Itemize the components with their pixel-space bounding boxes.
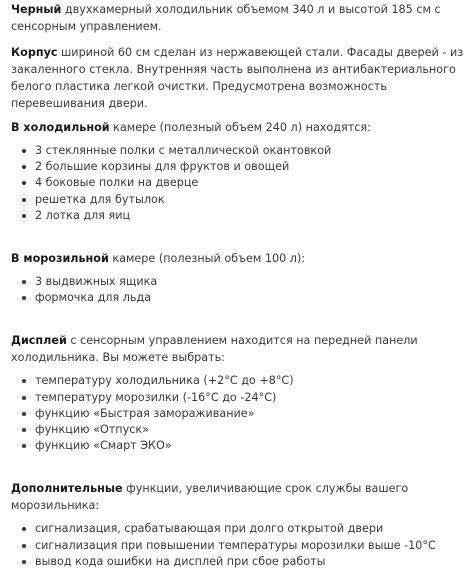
body-text: шириной 60 см сделан из нержавеющей стали. Фасады дверей - из закаленного стекла. Внутренняя часть выполнена из антибактериального белого пластика легкой очистки. Предусмотрена возможность перевешивания двери. [11,46,464,110]
fridge-heading [11,119,470,136]
list-item: 3 выдвижных ящика [21,274,470,290]
fridge-text: камере (полезный объем 240 л) находятся: [109,121,371,134]
list-item: 2 лотка для яиц [21,208,470,224]
fridge-list [11,143,470,224]
list-item: функцию «Отпуск» [21,422,470,438]
freezer-text: камере (полезный объем 100 л): [108,252,306,266]
list-item: формочка для льда [21,290,470,306]
freezer-bold: В морозильной [11,252,109,266]
extra-heading [11,480,470,514]
list-item: 2 большие корзины для фруктов и овощей [21,159,470,175]
freezer-list [11,274,470,306]
extra-list [11,521,470,570]
list-item: 3 стеклянные полки с металлической окантовкой [21,143,470,159]
list-item: сигнализация, срабатывающая при долго открытой двери [21,521,470,537]
list-item: функцию «Смарт ЭКО» [21,438,470,454]
extra-bold: Дополнительные [11,482,123,496]
extra-text: функции, увеличивающие срок службы вашего морозильника: [11,482,409,513]
list-item: сигнализация при повышении температуры морозилки выше -10°С [21,538,470,554]
display-bold: Дисплей [11,334,67,348]
freezer-heading [11,250,470,267]
list-item: решетка для бутылок [21,192,470,208]
fridge-bold: В холодильной [11,121,110,134]
body-paragraph [11,44,470,112]
list-item: температуру морозилки (-16°С до -24°С) [21,390,470,406]
list-item: вывод кода ошибки на дисплей при сбое работы [21,554,470,570]
display-heading [11,332,470,366]
display-text: с сенсорным управлением находится на передней панели холодильника. Вы можете выбрать: [11,334,418,365]
intro-paragraph [11,1,470,35]
list-item: температуру холодильника (+2°С до +8°С) [21,373,470,389]
intro-bold: Черный [11,3,62,16]
body-bold: Корпус [11,46,58,59]
display-list [11,373,470,454]
list-item: функцию «Быстрая замораживание» [21,406,470,422]
list-item: 4 боковые полки на дверце [21,175,470,191]
intro-text: двухкамерный холодильник объемом 340 л и высотой 185 см с сенсорным управлением. [11,3,441,33]
